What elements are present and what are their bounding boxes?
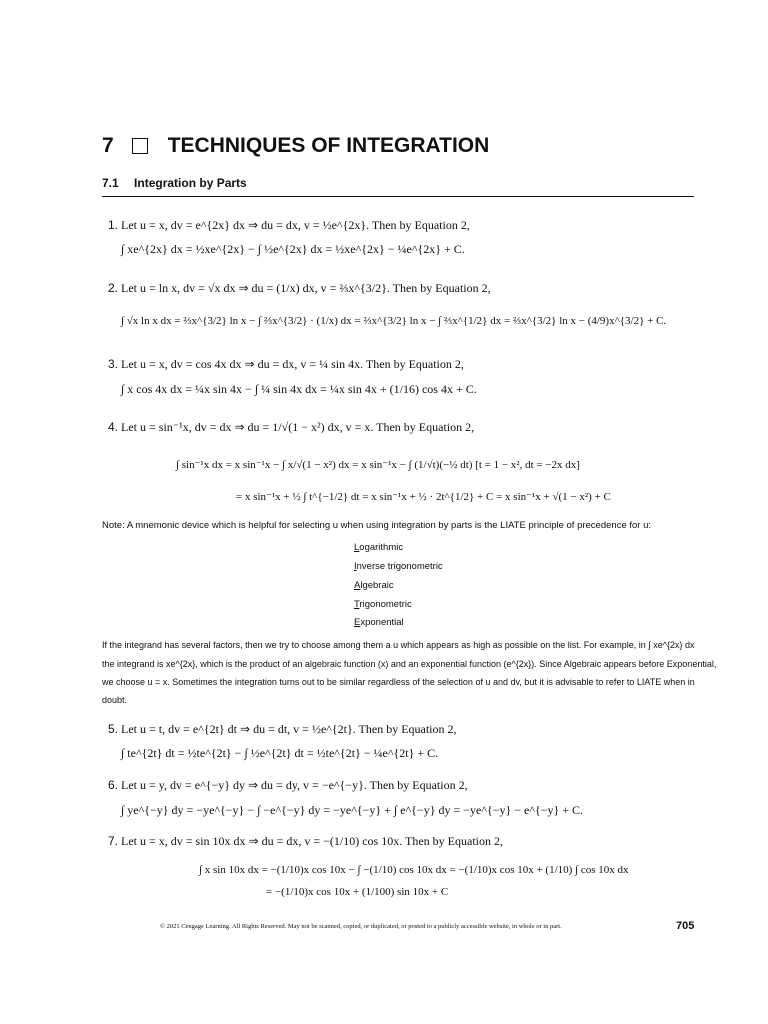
- problem-5-line-2: ∫ te^{2t} dt = ½te^{2t} − ∫ ½e^{2t} dt = ½te^{2t} − ¼e^{2t} + C.: [121, 746, 439, 760]
- problem-4-line-1: Let u = sin⁻¹x, dv = dx ⇒ du = 1/√(1 − x²) dx, v = x. Then by Equation 2,: [121, 420, 475, 434]
- section-number: 7.1: [102, 176, 119, 190]
- problem-4-line-3: = x sin⁻¹x + ½ ∫ t^{−1/2} dt = x sin⁻¹x + ½ · 2t^{1/2} + C = x sin⁻¹x + √(1 − x²) + C: [236, 491, 611, 503]
- copyright-footer: © 2021 Cengage Learning. All Rights Reserved. May not be scanned, copied, or duplicated, or posted to a publicly accessible website, in whole or in part.: [160, 923, 562, 930]
- problem-6-line-2: ∫ ye^{−y} dy = −ye^{−y} − ∫ −e^{−y} dy = −ye^{−y} + ∫ e^{−y} dy = −ye^{−y} − e^{−y} + C.: [121, 803, 584, 817]
- problem-4-line-2: ∫ sin⁻¹x dx = x sin⁻¹x − ∫ x/√(1 − x²) dx = x sin⁻¹x − ∫ (1/√t)(−½ dt) [t = 1 − x², dt = −2x dx]: [176, 459, 580, 471]
- problem-7-statement: 7. Let u = x, dv = sin 10x dx ⇒ du = dx, v = −(1/10) cos 10x. Then by Equation 2,: [108, 834, 503, 848]
- problem-5-statement: 5. Let u = t, dv = e^{2t} dt ⇒ du = dt, v = ½e^{2t}. Then by Equation 2,: [108, 722, 457, 736]
- problem-5-line-1: Let u = t, dv = e^{2t} dt ⇒ du = dt, v = ½e^{2t}. Then by Equation 2,: [121, 722, 457, 736]
- liate-item-trigonometric: Trigonometric: [354, 599, 412, 610]
- section-heading: [102, 176, 247, 190]
- liate-note-intro: Note: A mnemonic device which is helpful for selecting u when using integration by parts is the LIATE principle of precedence for u:: [102, 520, 652, 531]
- problem-7-line-3: = −(1/10)x cos 10x + (1/100) sin 10x + C: [266, 886, 449, 898]
- liate-paragraph-line-3: we choose u = x. Sometimes the integration turns out to be similar regardless of the selection of u and dv, but it is advisable to refer to LIATE when in: [102, 677, 695, 687]
- problem-1-line-1: Let u = x, dv = e^{2x} dx ⇒ du = dx, v = ½e^{2x}. Then by Equation 2,: [121, 218, 470, 232]
- problem-2-line-1: Let u = ln x, dv = √x dx ⇒ du = (1/x) dx, v = ⅔x^{3/2}. Then by Equation 2,: [121, 281, 491, 295]
- problem-3-line-1: Let u = x, dv = cos 4x dx ⇒ du = dx, v = ¼ sin 4x. Then by Equation 2,: [121, 357, 464, 371]
- problem-7-line-2: ∫ x sin 10x dx = −(1/10)x cos 10x − ∫ −(1/10) cos 10x dx = −(1/10)x cos 10x + (1/10) ∫ cos 10x dx: [199, 864, 629, 876]
- liate-item-logarithmic: Logarithmic: [354, 542, 404, 553]
- section-divider: [102, 196, 694, 197]
- page-number: 705: [676, 920, 695, 932]
- liate-paragraph-line-1: If the integrand has several factors, then we try to choose among them a u which appears as high as possible on the list. For example, in ∫ xe^{2x} dx: [102, 640, 695, 650]
- problem-3-statement: 3. Let u = x, dv = cos 4x dx ⇒ du = dx, v = ¼ sin 4x. Then by Equation 2,: [108, 357, 464, 371]
- problem-6-line-1: Let u = y, dv = e^{−y} dy ⇒ du = dy, v = −e^{−y}. Then by Equation 2,: [121, 778, 468, 792]
- problem-2-line-2: ∫ √x ln x dx = ⅔x^{3/2} ln x − ∫ ⅔x^{3/2} · (1/x) dx = ⅔x^{3/2} ln x − ∫ ⅔x^{1/2} dx = ⅔x^{3/2} ln x − (4/9)x^{3/2} + C.: [121, 315, 667, 327]
- problem-2-statement: 2. Let u = ln x, dv = √x dx ⇒ du = (1/x) dx, v = ⅔x^{3/2}. Then by Equation 2,: [108, 281, 491, 295]
- chapter-box-icon: [132, 138, 148, 154]
- problem-6-statement: 6. Let u = y, dv = e^{−y} dy ⇒ du = dy, v = −e^{−y}. Then by Equation 2,: [108, 778, 468, 792]
- liate-item-exponential: Exponential: [354, 617, 404, 628]
- liate-paragraph-line-4: doubt.: [102, 695, 128, 705]
- chapter-number: 7: [102, 134, 114, 157]
- chapter-heading: [102, 130, 489, 162]
- liate-item-algebraic: Algebraic: [354, 580, 394, 591]
- problem-4-statement: 4. Let u = sin⁻¹x, dv = dx ⇒ du = 1/√(1 − x²) dx, v = x. Then by Equation 2,: [108, 420, 475, 434]
- chapter-title: TECHNIQUES OF INTEGRATION: [167, 134, 490, 157]
- problem-3-line-2: ∫ x cos 4x dx = ¼x sin 4x − ∫ ¼ sin 4x dx = ¼x sin 4x + (1/16) cos 4x + C.: [121, 382, 477, 396]
- liate-item-inverse-trig: Inverse trigonometric: [354, 561, 443, 572]
- problem-1-line-2: ∫ xe^{2x} dx = ½xe^{2x} − ∫ ½e^{2x} dx = ½xe^{2x} − ¼e^{2x} + C.: [121, 242, 465, 256]
- liate-paragraph-line-2: the integrand is xe^{2x}, which is the product of an algebraic function (x) and an exponential function (e^{2x}). Since Algebraic appears before Exponential,: [102, 659, 717, 669]
- section-title: Integration by Parts: [134, 176, 247, 190]
- problem-1-statement: 1. Let u = x, dv = e^{2x} dx ⇒ du = dx, v = ½e^{2x}. Then by Equation 2,: [108, 218, 470, 232]
- problem-7-line-1: Let u = x, dv = sin 10x dx ⇒ du = dx, v = −(1/10) cos 10x. Then by Equation 2,: [121, 834, 503, 848]
